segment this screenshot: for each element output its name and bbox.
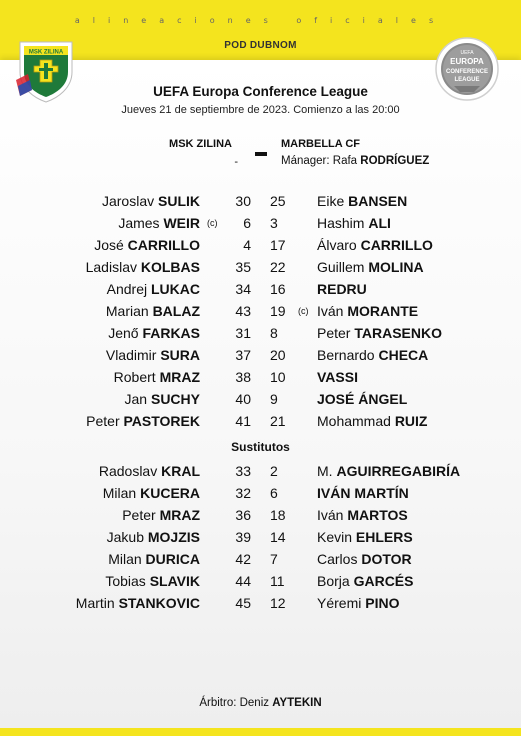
header-kicker: alineaciones oficiales — [74, 16, 447, 25]
away-player-first-name: Mohammad — [317, 413, 391, 429]
substitutes-heading: Sustitutos — [231, 440, 290, 454]
away-player-number: 3 — [270, 215, 278, 231]
away-player-name — [317, 526, 413, 548]
home-player-first-name: Radoslav — [98, 463, 158, 479]
home-player-name — [114, 366, 200, 388]
away-player-number: 22 — [270, 259, 286, 275]
away-player-name — [317, 322, 442, 344]
away-player-number: 12 — [270, 595, 286, 611]
away-player-name — [317, 212, 391, 234]
away-player-surname: ALI — [368, 215, 391, 231]
lineup-row — [0, 278, 521, 300]
away-player-name — [317, 504, 408, 526]
away-player-surname: IVÁN MARTÍN — [317, 485, 409, 501]
home-player-surname: KOLBAS — [140, 259, 200, 275]
home-manager: - — [234, 156, 238, 168]
home-player-name — [76, 592, 200, 614]
competition-logo-line-1: UEFA — [460, 50, 474, 56]
home-player-first-name: Andrej — [106, 281, 148, 297]
home-player-surname: SURA — [160, 347, 200, 363]
lineup-row — [0, 344, 521, 366]
lineup-row — [0, 256, 521, 278]
home-player-surname: LUKAC — [151, 281, 200, 297]
home-player-surname: MRAZ — [159, 507, 200, 523]
away-player-surname: BANSEN — [348, 193, 408, 209]
away-player-first-name: Guillem — [317, 259, 365, 275]
away-player-first-name: Bernardo — [317, 347, 375, 363]
away-player-surname: GARCÉS — [353, 573, 414, 589]
away-player-surname: MARTOS — [347, 507, 408, 523]
away-player-number: 18 — [270, 507, 286, 523]
away-player-surname: RUIZ — [394, 413, 428, 429]
lineup-row — [0, 410, 521, 432]
home-player-number: 42 — [235, 551, 251, 567]
home-player-first-name: Ladislav — [85, 259, 137, 275]
away-player-surname: VASSI — [317, 369, 358, 385]
home-player-surname: KUCERA — [140, 485, 200, 501]
away-player-first-name: Kevin — [317, 529, 353, 545]
home-player-surname: SUCHY — [150, 391, 200, 407]
lineup-row — [0, 234, 521, 256]
away-player-surname: PINO — [365, 595, 400, 611]
referee — [0, 697, 521, 709]
away-player-first-name: Álvaro — [317, 237, 357, 253]
lineup-row — [0, 460, 521, 482]
away-manager — [281, 155, 429, 167]
away-manager-surname: RODRÍGUEZ — [360, 155, 430, 167]
away-player-surname: MORANTE — [347, 303, 419, 319]
lineup-row — [0, 592, 521, 614]
competition-logo-line-3: CONFERENCE — [445, 69, 489, 75]
away-player-first-name: Peter — [317, 325, 351, 341]
away-player-number: 21 — [270, 413, 286, 429]
lineup-row — [0, 190, 521, 212]
referee-surname: AYTEKIN — [272, 697, 322, 709]
away-player-first-name: Borja — [317, 573, 350, 589]
home-player-number: 35 — [235, 259, 251, 275]
home-player-first-name: Tobias — [105, 573, 146, 589]
match-date: Jueves 21 de septiembre de 2023. Comienzo a las 20:00 — [121, 104, 400, 116]
home-player-surname: SLAVIK — [149, 573, 200, 589]
stadium-name: POD DUBNOM — [224, 40, 297, 51]
home-team-name: MSK ZILINA — [169, 138, 232, 150]
home-player-first-name: Jan — [124, 391, 148, 407]
lineup-row — [0, 570, 521, 592]
away-player-first-name: Carlos — [317, 551, 358, 567]
home-player-name — [122, 504, 200, 526]
home-player-first-name: Peter — [122, 507, 156, 523]
home-player-name — [102, 190, 200, 212]
home-player-first-name: Milan — [108, 551, 142, 567]
away-player-name — [317, 388, 407, 410]
home-player-number: 4 — [243, 237, 251, 253]
home-player-number: 40 — [235, 391, 251, 407]
home-player-surname: SULIK — [158, 193, 200, 209]
home-player-number: 36 — [235, 507, 251, 523]
competition-logo-line-4: LEAGUE — [454, 77, 480, 83]
home-player-surname: BALAZ — [152, 303, 200, 319]
home-player-first-name: Robert — [113, 369, 156, 385]
home-captain-mark: (c) — [207, 218, 218, 228]
home-player-number: 6 — [243, 215, 251, 231]
lineup-row — [0, 482, 521, 504]
home-player-name — [103, 482, 200, 504]
lineup-row — [0, 212, 521, 234]
home-player-first-name: Jaroslav — [101, 193, 155, 209]
away-manager-label: Mánager: Rafa — [281, 155, 358, 167]
lineup-row — [0, 526, 521, 548]
home-player-first-name: Jenő — [108, 325, 139, 341]
away-player-number: 8 — [270, 325, 278, 341]
away-player-surname: MOLINA — [368, 259, 424, 275]
home-player-number: 37 — [235, 347, 251, 363]
away-player-name — [317, 482, 409, 504]
home-player-name — [106, 344, 200, 366]
home-player-number: 34 — [235, 281, 251, 297]
bottom-yellow-band — [0, 728, 521, 736]
away-player-surname: DOTOR — [361, 551, 412, 567]
home-player-first-name: Martin — [75, 595, 115, 611]
home-player-name — [118, 212, 200, 234]
home-player-surname: MOJZIS — [147, 529, 200, 545]
home-player-name — [106, 300, 200, 322]
home-player-name — [99, 460, 200, 482]
home-player-number: 38 — [235, 369, 251, 385]
home-player-name — [105, 570, 200, 592]
away-player-number: 9 — [270, 391, 278, 407]
home-player-number: 45 — [235, 595, 251, 611]
lineup-row — [0, 300, 521, 322]
home-player-number: 31 — [235, 325, 251, 341]
home-player-name — [86, 410, 200, 432]
away-player-surname: CHECA — [378, 347, 429, 363]
home-player-name — [108, 548, 200, 570]
away-player-name — [317, 366, 358, 388]
home-player-number: 44 — [235, 573, 251, 589]
away-player-number: 16 — [270, 281, 286, 297]
home-player-name — [107, 526, 200, 548]
away-player-first-name: Hashim — [317, 215, 365, 231]
away-player-number: 7 — [270, 551, 278, 567]
away-player-first-name: Eike — [317, 193, 345, 209]
home-player-first-name: José — [94, 237, 124, 253]
home-player-first-name: Vladimir — [105, 347, 157, 363]
away-player-number: 6 — [270, 485, 278, 501]
away-player-first-name: M. — [317, 463, 333, 479]
home-player-number: 33 — [235, 463, 251, 479]
away-player-number: 17 — [270, 237, 286, 253]
home-player-surname: CARRILLO — [127, 237, 200, 253]
home-player-name — [107, 278, 200, 300]
away-player-number: 10 — [270, 369, 286, 385]
away-player-name — [317, 548, 412, 570]
away-player-first-name: Iván — [317, 303, 344, 319]
home-player-surname: WEIR — [163, 215, 200, 231]
referee-label: Árbitro: Deniz — [199, 697, 270, 709]
away-player-name — [317, 344, 428, 366]
away-player-name — [317, 190, 407, 212]
away-player-number: 14 — [270, 529, 286, 545]
away-player-number: 20 — [270, 347, 286, 363]
away-captain-mark: (c) — [298, 306, 309, 316]
away-player-first-name: Yéremi — [317, 595, 362, 611]
lineup-row — [0, 548, 521, 570]
home-logo-text: MSK ZILINA — [28, 49, 64, 56]
away-player-name — [317, 592, 399, 614]
away-player-surname: AGUIRREGABIRÍA — [336, 463, 461, 479]
lineup-row — [0, 388, 521, 410]
home-player-surname: KRAL — [161, 463, 200, 479]
home-player-first-name: James — [118, 215, 160, 231]
away-team-name: MARBELLA CF — [281, 138, 361, 150]
away-player-number: 2 — [270, 463, 278, 479]
competition-title: UEFA Europa Conference League — [153, 84, 368, 99]
home-player-surname: PASTOREK — [123, 413, 200, 429]
away-player-name — [317, 460, 460, 482]
home-player-number: 30 — [235, 193, 251, 209]
away-player-surname: TARASENKO — [354, 325, 442, 341]
home-player-surname: DURICA — [145, 551, 200, 567]
home-player-name — [125, 388, 200, 410]
home-player-first-name: Milan — [102, 485, 137, 501]
away-player-surname: CARRILLO — [360, 237, 433, 253]
away-player-number: 19 — [270, 303, 286, 319]
away-player-name — [317, 300, 418, 322]
away-player-name — [317, 278, 367, 300]
away-player-name — [317, 256, 424, 278]
lineup-row — [0, 322, 521, 344]
home-player-first-name: Peter — [86, 413, 120, 429]
away-player-surname: REDRU — [317, 281, 367, 297]
away-player-name — [317, 570, 413, 592]
away-player-surname: JOSÉ ÁNGEL — [317, 391, 408, 407]
away-player-surname: EHLERS — [355, 529, 413, 545]
versus-dash — [255, 152, 267, 156]
away-player-first-name: Iván — [317, 507, 344, 523]
home-player-number: 43 — [235, 303, 251, 319]
home-player-number: 32 — [235, 485, 251, 501]
home-player-name — [86, 256, 200, 278]
lineup-row — [0, 366, 521, 388]
lineup-row — [0, 504, 521, 526]
home-player-name — [108, 322, 200, 344]
competition-logo-line-2: EUROPA — [450, 57, 484, 66]
away-player-name — [317, 410, 427, 432]
away-player-number: 11 — [270, 573, 285, 589]
away-player-name — [317, 234, 433, 256]
home-player-name — [94, 234, 200, 256]
home-player-first-name: Marian — [105, 303, 149, 319]
home-player-number: 39 — [235, 529, 251, 545]
home-player-surname: MRAZ — [159, 369, 200, 385]
away-player-number: 25 — [270, 193, 286, 209]
home-player-first-name: Jakub — [106, 529, 144, 545]
home-player-number: 41 — [235, 413, 251, 429]
home-player-surname: STANKOVIC — [118, 595, 200, 611]
home-player-surname: FARKAS — [142, 325, 200, 341]
